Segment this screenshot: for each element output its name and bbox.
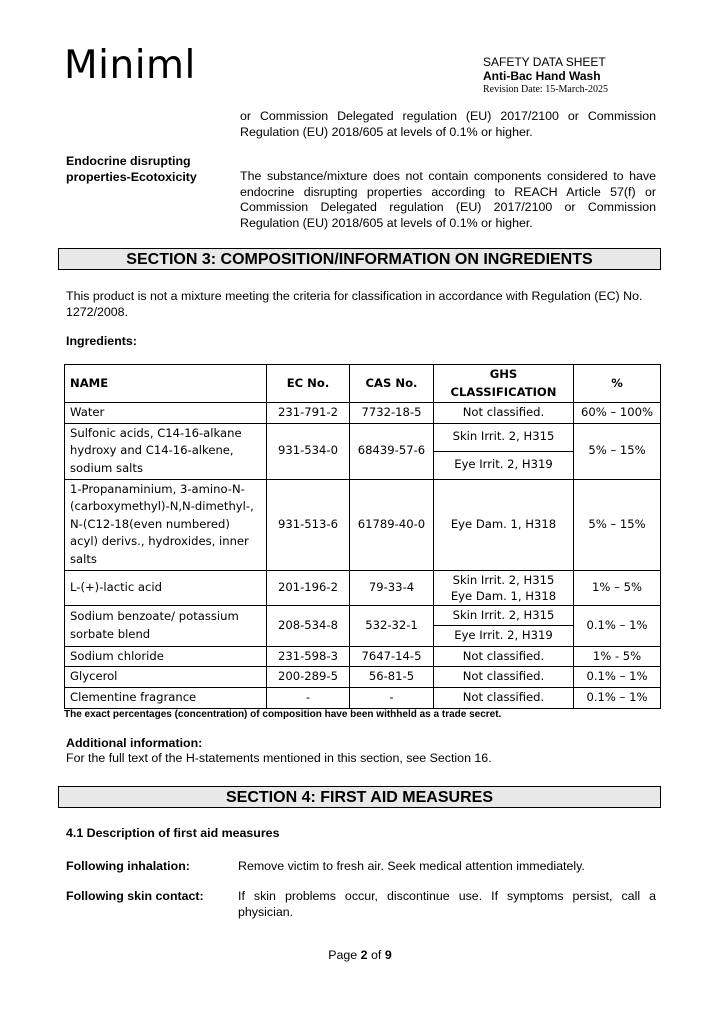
- cell-cas: 79-33-4: [350, 570, 434, 605]
- cell-ghs: Eye Irrit. 2, H319: [434, 451, 574, 479]
- table-header-row: [65, 365, 661, 403]
- cell-ec: 931-534-0: [267, 423, 350, 479]
- table-row: [65, 646, 661, 667]
- cell-cas: 532-32-1: [350, 605, 434, 646]
- cell-cas: -: [350, 687, 434, 708]
- page-number: 2: [360, 948, 368, 962]
- section-4-heading: SECTION 4: FIRST AID MEASURES: [58, 786, 661, 808]
- section-3-intro: This product is not a mixture meeting the criteria for classification in accordance with Regulation (EC) No. 1272/2008.: [66, 289, 643, 319]
- cell-ghs: Eye Irrit. 2, H319: [434, 626, 574, 647]
- cell-ghs: Not classified.: [434, 403, 574, 424]
- cell-ec: 231-791-2: [267, 403, 350, 424]
- header-percent: %: [574, 365, 661, 403]
- cell-ec: 231-598-3: [267, 646, 350, 667]
- doc-type: SAFETY DATA SHEET: [483, 55, 606, 69]
- endocrine-label-line-2: properties-Ecotoxicity: [66, 169, 197, 184]
- cell-name: Glycerol: [65, 667, 267, 688]
- header-name: NAME: [65, 365, 267, 403]
- of-word: of: [371, 948, 382, 962]
- table-row: [65, 667, 661, 688]
- table-row: [65, 687, 661, 708]
- cell-cas: 7732-18-5: [350, 403, 434, 424]
- header-ghs: GHS CLASSIFICATION: [434, 365, 574, 403]
- cell-ghs: Eye Dam. 1, H318: [434, 479, 574, 570]
- cell-percent: 1% – 5%: [574, 570, 661, 605]
- continued-text: or Commission Delegated regulation (EU) 2017/2100 or Commission Regulation (EU) 2018/605 at levels of 0.1% or higher.: [240, 109, 656, 139]
- cell-ec: -: [267, 687, 350, 708]
- cell-cas: 56-81-5: [350, 667, 434, 688]
- cell-cas: 7647-14-5: [350, 646, 434, 667]
- subsection-4-1: 4.1 Description of first aid measures: [66, 826, 280, 840]
- table-row: [65, 423, 661, 451]
- additional-info-label: Additional information:: [66, 736, 203, 750]
- cell-percent: 60% – 100%: [574, 403, 661, 424]
- table-row: [65, 570, 661, 605]
- header-ec: EC No.: [267, 365, 350, 403]
- cell-percent: 0.1% – 1%: [574, 687, 661, 708]
- cell-name: Sulfonic acids, C14-16-alkane hydroxy and C14-16-alkene, sodium salts: [65, 423, 267, 479]
- skin-contact-text: If skin problems occur, discontinue use. If symptoms persist, call a physician.: [238, 889, 656, 919]
- ingredients-label: Ingredients:: [66, 334, 137, 348]
- table-row: [65, 479, 661, 570]
- inhalation-text: Remove victim to fresh air. Seek medical attention immediately.: [238, 859, 585, 873]
- cell-percent: 5% – 15%: [574, 423, 661, 479]
- header-cas: CAS No.: [350, 365, 434, 403]
- cell-cas: 68439-57-6: [350, 423, 434, 479]
- cell-name: 1-Propanaminium, 3-amino-N-(carboxymethyl)-N,N-dimethyl-, N-(C12-18(even numbered) acyl) derivs., hydroxides, inner salts: [65, 479, 267, 570]
- cell-ghs: Skin Irrit. 2, H315: [434, 605, 574, 626]
- page-total: 9: [384, 948, 392, 962]
- cell-name: Water: [65, 403, 267, 424]
- cell-ec: 200-289-5: [267, 667, 350, 688]
- table-row: [65, 605, 661, 626]
- cell-name: Sodium benzoate/ potassium sorbate blend: [65, 605, 267, 646]
- additional-info-text: For the full text of the H-statements mentioned in this section, see Section 16.: [66, 751, 492, 765]
- table-row: [65, 403, 661, 424]
- cell-ghs: Skin Irrit. 2, H315 Eye Dam. 1, H318: [434, 570, 574, 605]
- cell-cas: 61789-40-0: [350, 479, 434, 570]
- section-3-heading: SECTION 3: COMPOSITION/INFORMATION ON INGREDIENTS: [58, 248, 661, 270]
- cell-ghs: Not classified.: [434, 687, 574, 708]
- cell-percent: 0.1% – 1%: [574, 605, 661, 646]
- cell-ghs: Not classified.: [434, 646, 574, 667]
- endocrine-label-line-1: Endocrine disrupting: [66, 154, 191, 168]
- cell-name: Clementine fragrance: [65, 687, 267, 708]
- cell-ec: 931-513-6: [267, 479, 350, 570]
- page-word: Page: [328, 948, 358, 962]
- cell-ec: 208-534-8: [267, 605, 350, 646]
- cell-percent: 1% - 5%: [574, 646, 661, 667]
- cell-percent: 0.1% – 1%: [574, 667, 661, 688]
- inhalation-label: Following inhalation:: [66, 859, 190, 873]
- cell-name: Sodium chloride: [65, 646, 267, 667]
- cell-name: L-(+)-lactic acid: [65, 570, 267, 605]
- endocrine-label: [66, 154, 236, 185]
- skin-contact-label: Following skin contact:: [66, 889, 204, 903]
- ingredients-table: [64, 364, 661, 709]
- page-footer: [0, 948, 720, 962]
- cell-ghs: Not classified.: [434, 667, 574, 688]
- cell-ghs: Skin Irrit. 2, H315: [434, 423, 574, 451]
- endocrine-text: The substance/mixture does not contain components considered to have endocrine disrupting properties according to REACH Article 57(f) or Commission Delegated regulation (EU) 2017/2100 or Commission Regulation (EU) 2018/605 at levels of 0.1% or higher.: [240, 169, 656, 230]
- product-name: Anti-Bac Hand Wash: [483, 69, 601, 83]
- cell-percent: 5% – 15%: [574, 479, 661, 570]
- cell-ec: 201-196-2: [267, 570, 350, 605]
- trade-secret-note: The exact percentages (concentration) of composition have been withheld as a trade secret.: [64, 709, 502, 720]
- document-header: [483, 55, 608, 97]
- revision-date: Revision Date: 15-March-2025: [483, 84, 608, 95]
- company-logo: Miniml: [64, 43, 196, 88]
